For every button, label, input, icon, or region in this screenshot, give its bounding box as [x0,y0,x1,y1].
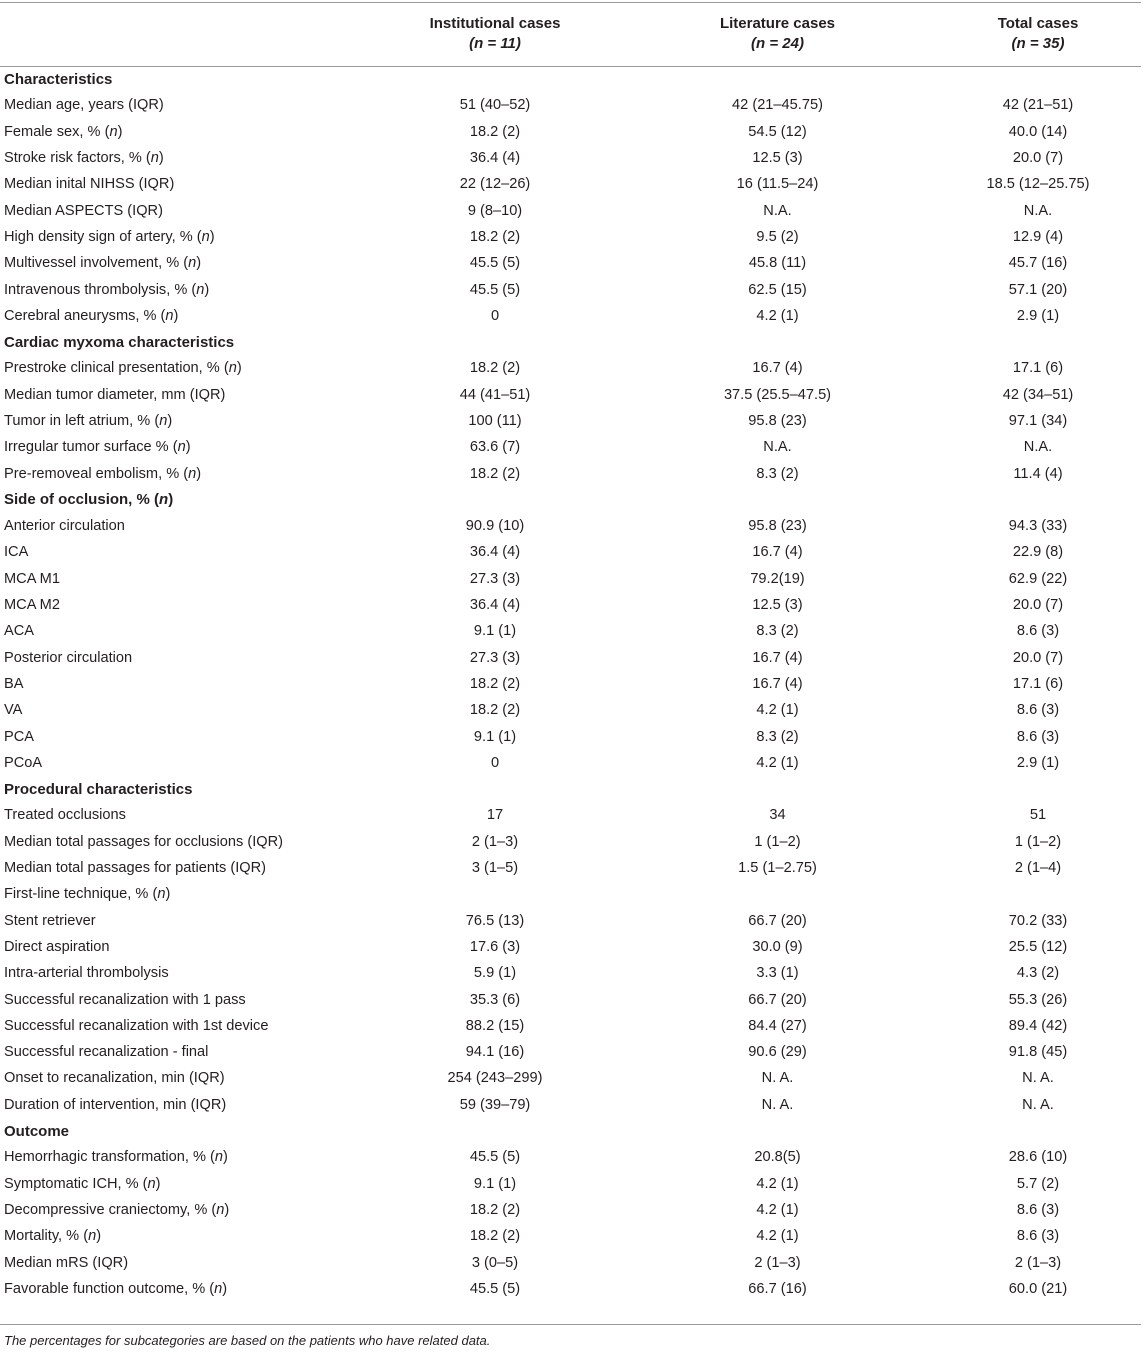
row-label: Procedural characteristics [4,780,193,798]
literature-value: 1.5 (1–2.75) [738,860,817,877]
total-value: 55.3 (26) [1008,991,1068,1008]
header-empty-cell [0,2,370,66]
table-row [0,723,1141,749]
institutional-value: 18.2 (2) [469,228,521,245]
table-row [0,566,1141,592]
header-total-title: Total cases [997,15,1079,32]
institutional-value: 45.5 (5) [469,255,521,272]
literature-value: N.A. [763,439,792,456]
institutional-value: 9.1 (1) [473,728,517,745]
table-row [0,671,1141,697]
table-row [0,855,1141,881]
table-row [0,1223,1141,1249]
institutional-value: 88.2 (15) [465,1017,525,1034]
total-value: N.A. [1023,202,1053,219]
literature-value: 37.5 (25.5–47.5) [723,386,832,403]
literature-value: 4.2 (1) [756,754,799,771]
header-literature-title: Literature cases [719,15,836,32]
total-value: 8.6 (3) [1016,623,1060,640]
row-label: MCA M2 [4,597,60,614]
total-value: 57.1 (20) [1008,281,1068,298]
literature-value: 4.2 (1) [756,1175,799,1192]
institutional-value: 45.5 (5) [469,281,521,298]
institutional-value: 17.6 (3) [469,938,521,955]
institutional-value: 18.2 (2) [469,675,521,692]
table-row [0,171,1141,197]
literature-value: 8.3 (2) [756,465,799,482]
total-value: N.A. [1023,439,1053,456]
table-row [0,750,1141,776]
row-label: First-line technique, % (n) [4,886,171,903]
total-value: 42 (21–51) [1002,97,1074,114]
literature-value [620,1118,935,1144]
table-row [0,382,1141,408]
header-institutional-cases [370,2,620,66]
literature-value: 66.7 (20) [748,991,807,1008]
row-label: Duration of intervention, min (IQR) [4,1096,227,1113]
row-label: Cerebral aneurysms, % (n) [4,307,179,324]
table-row [0,513,1141,539]
table-row [0,539,1141,565]
row-label: Decompressive craniectomy, % (n) [4,1201,230,1218]
table-row [0,145,1141,171]
institutional-value: 36.4 (4) [469,150,521,167]
table-row [0,119,1141,145]
row-label: Outcome [4,1122,70,1140]
table-header [0,2,1141,66]
total-value: N. A. [1022,1070,1054,1087]
institutional-value: 9 (8–10) [467,202,523,219]
row-label: Anterior circulation [4,518,125,535]
total-value: 1 (1–2) [1014,833,1062,850]
row-label: Tumor in left atrium, % (n) [4,413,173,429]
table-row [0,592,1141,618]
header-row [0,2,1141,66]
literature-value: 30.0 (9) [752,938,803,955]
literature-value: 79.2(19) [750,570,805,587]
institutional-value: 27.3 (3) [469,649,521,666]
literature-value [620,776,935,802]
row-label: Intra-arterial thrombolysis [4,965,169,982]
literature-value [620,66,935,92]
total-value: 18.5 (12–25.75) [986,176,1090,193]
literature-value [620,881,935,907]
row-label: Median age, years (IQR) [4,97,164,114]
table-body [0,66,1141,1302]
literature-value: 42 (21–45.75) [732,97,823,114]
institutional-value: 9.1 (1) [473,623,517,640]
literature-value: 95.8 (23) [748,413,807,429]
institutional-value: 18.2 (2) [469,465,521,482]
literature-value: 1 (1–2) [754,833,801,850]
row-label: Prestroke clinical presentation, % (n) [4,360,242,377]
row-label: Mortality, % (n) [4,1228,102,1245]
literature-value: 54.5 (12) [748,123,807,140]
literature-value: 16.7 (4) [752,360,803,377]
literature-value: 16.7 (4) [752,675,803,692]
table-row [0,618,1141,644]
row-label: Median total passages for occlusions (IQR) [4,833,284,850]
row-label: PCoA [4,754,43,771]
table-row [0,92,1141,118]
table-row [0,802,1141,828]
table-row [0,908,1141,934]
row-label: Successful recanalization with 1st device [4,1017,269,1034]
literature-value: 4.2 (1) [756,307,799,324]
table-row [0,1276,1141,1302]
total-value: 28.6 (10) [1008,1149,1068,1166]
institutional-value: 94.1 (16) [465,1044,525,1061]
literature-value: 90.6 (29) [748,1044,807,1061]
row-label: Median mRS (IQR) [4,1254,129,1271]
table-row [0,829,1141,855]
row-label: Favorable function outcome, % (n) [4,1280,228,1297]
row-label: Successful recanalization - final [4,1044,209,1061]
header-institutional-n: (n = 11) [469,35,521,52]
total-value [935,881,1141,907]
total-value: 94.3 (33) [1008,518,1068,535]
literature-value: 2 (1–3) [754,1254,801,1271]
institutional-value: 3 (1–5) [471,860,519,877]
institutional-value: 0 [490,754,500,771]
institutional-value: 18.2 (2) [469,123,521,140]
row-label: Direct aspiration [4,938,110,955]
header-literature-n: (n = 24) [751,35,804,52]
table-row [0,1039,1141,1065]
table-row [0,986,1141,1012]
row-label: Treated occlusions [4,807,126,824]
header-literature-cases [620,2,935,66]
section-header-row [0,66,1141,92]
institutional-value [370,776,620,802]
literature-value: 66.7 (20) [748,912,807,929]
total-value: 11.4 (4) [1013,465,1063,482]
institutional-value [370,1118,620,1144]
header-total-cases [935,2,1141,66]
table-row [0,645,1141,671]
total-value: 8.6 (3) [1016,1201,1060,1218]
row-label: ACA [4,623,35,640]
section-header-row [0,1118,1141,1144]
row-label: Median inital NIHSS (IQR) [4,176,175,193]
total-value: 12.9 (4) [1012,228,1064,245]
literature-value: 8.3 (2) [756,623,799,640]
row-label: Successful recanalization with 1 pass [4,991,246,1008]
total-value: 5.7 (2) [1016,1175,1060,1192]
table-row [0,1065,1141,1091]
institutional-value: 9.1 (1) [473,1175,517,1192]
literature-value: 62.5 (15) [748,281,807,298]
table-bottom-rule [0,1324,1141,1325]
row-label: Posterior circulation [4,649,133,666]
total-value: 2.9 (1) [1016,754,1060,771]
row-label: Hemorrhagic transformation, % (n) [4,1149,228,1166]
literature-value [620,487,935,513]
row-label: Multivessel involvement, % (n) [4,255,202,272]
table-row [0,276,1141,302]
literature-value: 4.2 (1) [756,1228,799,1245]
table-row [0,960,1141,986]
total-value: 8.6 (3) [1016,1228,1060,1245]
total-value: 97.1 (34) [1008,413,1068,429]
literature-value: 20.8(5) [754,1149,801,1166]
total-value [935,1118,1141,1144]
institutional-value [370,881,620,907]
institutional-value [370,329,620,355]
section-header-row [0,776,1141,802]
institutional-value: 18.2 (2) [469,1201,521,1218]
institutional-value: 44 (41–51) [459,386,531,403]
institutional-value: 3 (0–5) [471,1254,519,1271]
total-value: 20.0 (7) [1012,649,1064,666]
table-row [0,1092,1141,1118]
header-total-n: (n = 35) [1011,35,1065,52]
institutional-value [370,66,620,92]
institutional-value: 0 [490,307,500,324]
literature-value: 16.7 (4) [752,544,803,561]
section-header-row [0,329,1141,355]
table-row [0,1013,1141,1039]
total-value: 45.7 (16) [1008,255,1068,272]
table-row [0,355,1141,381]
literature-value: 95.8 (23) [748,518,807,535]
total-value: 20.0 (7) [1012,150,1064,167]
institutional-value [370,487,620,513]
literature-value: 4.2 (1) [756,1201,799,1218]
row-label: Characteristics [4,70,113,88]
institutional-value: 51 (40–52) [459,97,531,114]
total-value: N. A. [1022,1096,1054,1113]
literature-value: 66.7 (16) [748,1280,807,1297]
institutional-value: 45.5 (5) [469,1280,521,1297]
institutional-value: 36.4 (4) [469,597,521,614]
literature-value: 4.2 (1) [756,702,799,719]
table-row [0,1197,1141,1223]
total-value: 2 (1–4) [1014,860,1062,877]
row-label: Cardiac myxoma characteristics [4,333,235,351]
row-label: Median total passages for patients (IQR) [4,860,267,877]
literature-value: 45.8 (11) [748,255,807,272]
institutional-value: 5.9 (1) [473,965,517,982]
table-footnote: The percentages for subcategories are based on the patients who have related data. [4,1333,491,1348]
institutional-value: 59 (39–79) [459,1096,531,1113]
row-label: ICA [4,544,29,561]
literature-value: N. A. [761,1070,794,1087]
literature-value: 84.4 (27) [748,1017,807,1034]
total-value: 40.0 (14) [1008,123,1068,140]
row-label: Symptomatic ICH, % (n) [4,1175,161,1192]
institutional-value: 45.5 (5) [469,1149,521,1166]
literature-value: 12.5 (3) [752,150,803,167]
institutional-value: 17 [486,807,504,824]
institutional-value: 27.3 (3) [469,570,521,587]
row-label: Stent retriever [4,912,96,929]
literature-value: N. A. [761,1096,794,1113]
table-row [0,1170,1141,1196]
table-row [0,881,1141,907]
total-value: 2.9 (1) [1016,307,1060,324]
table-row [0,224,1141,250]
table-row [0,697,1141,723]
row-label: BA [4,675,24,692]
row-label: Onset to recanalization, min (IQR) [4,1070,225,1087]
literature-value: 16.7 (4) [752,649,803,666]
total-value: 8.6 (3) [1016,702,1060,719]
section-header-row [0,487,1141,513]
total-value: 2 (1–3) [1014,1254,1062,1271]
total-value: 60.0 (21) [1008,1280,1068,1297]
total-value: 20.0 (7) [1012,597,1064,614]
total-value: 17.1 (6) [1012,675,1064,692]
total-value: 70.2 (33) [1008,912,1068,929]
literature-value: 3.3 (1) [756,965,799,982]
institutional-value: 2 (1–3) [471,833,519,850]
literature-value: 34 [769,807,786,824]
total-value: 22.9 (8) [1012,544,1064,561]
table-row [0,934,1141,960]
total-value [935,776,1141,802]
row-label: Female sex, % (n) [4,123,123,140]
table-row [0,197,1141,223]
row-label: Stroke risk factors, % (n) [4,150,164,167]
literature-value: 9.5 (2) [756,228,799,245]
total-value: 51 [1029,807,1047,824]
row-label: Side of occlusion, % (n) [4,491,174,509]
total-value: 25.5 (12) [1008,938,1068,955]
institutional-value: 100 (11) [468,413,522,429]
literature-value: 16 (11.5–24) [736,176,819,193]
data-table [0,2,1141,1302]
institutional-value: 36.4 (4) [469,544,521,561]
institutional-value: 35.3 (6) [469,991,521,1008]
table-row [0,303,1141,329]
table-row [0,460,1141,486]
institutional-value: 90.9 (10) [465,518,525,535]
total-value: 42 (34–51) [1002,386,1074,403]
row-label: Median ASPECTS (IQR) [4,202,163,219]
total-value: 91.8 (45) [1008,1044,1068,1061]
institutional-value: 18.2 (2) [469,1228,521,1245]
institutional-value: 63.6 (7) [469,439,521,456]
total-value: 89.4 (42) [1008,1017,1068,1034]
table-row [0,250,1141,276]
institutional-value: 76.5 (13) [465,912,525,929]
row-label: Median tumor diameter, mm (IQR) [4,386,226,403]
institutional-value: 22 (12–26) [459,176,531,193]
literature-value: 12.5 (3) [752,597,803,614]
header-institutional-title: Institutional cases [429,15,561,32]
table-row [0,1249,1141,1275]
total-value: 17.1 (6) [1012,360,1064,377]
total-value [935,329,1141,355]
total-value [935,487,1141,513]
institutional-value: 254 (243–299) [447,1070,543,1087]
table-row [0,408,1141,434]
total-value [935,66,1141,92]
total-value: 4.3 (2) [1016,965,1060,982]
row-label: Pre-removeal embolism, % (n) [4,465,202,482]
total-value: 62.9 (22) [1008,570,1068,587]
literature-value: 8.3 (2) [756,728,799,745]
row-label: Intravenous thrombolysis, % (n) [4,281,210,298]
row-label: MCA M1 [4,570,60,587]
institutional-value: 18.2 (2) [469,360,521,377]
literature-value: N.A. [763,202,792,219]
table-row [0,1144,1141,1170]
literature-value [620,329,935,355]
row-label: Irregular tumor surface % (n) [4,439,191,456]
total-value: 8.6 (3) [1016,728,1060,745]
institutional-value: 18.2 (2) [469,702,521,719]
table-row [0,434,1141,460]
row-label: VA [4,702,23,719]
row-label: PCA [4,728,35,745]
row-label: High density sign of artery, % (n) [4,228,215,245]
